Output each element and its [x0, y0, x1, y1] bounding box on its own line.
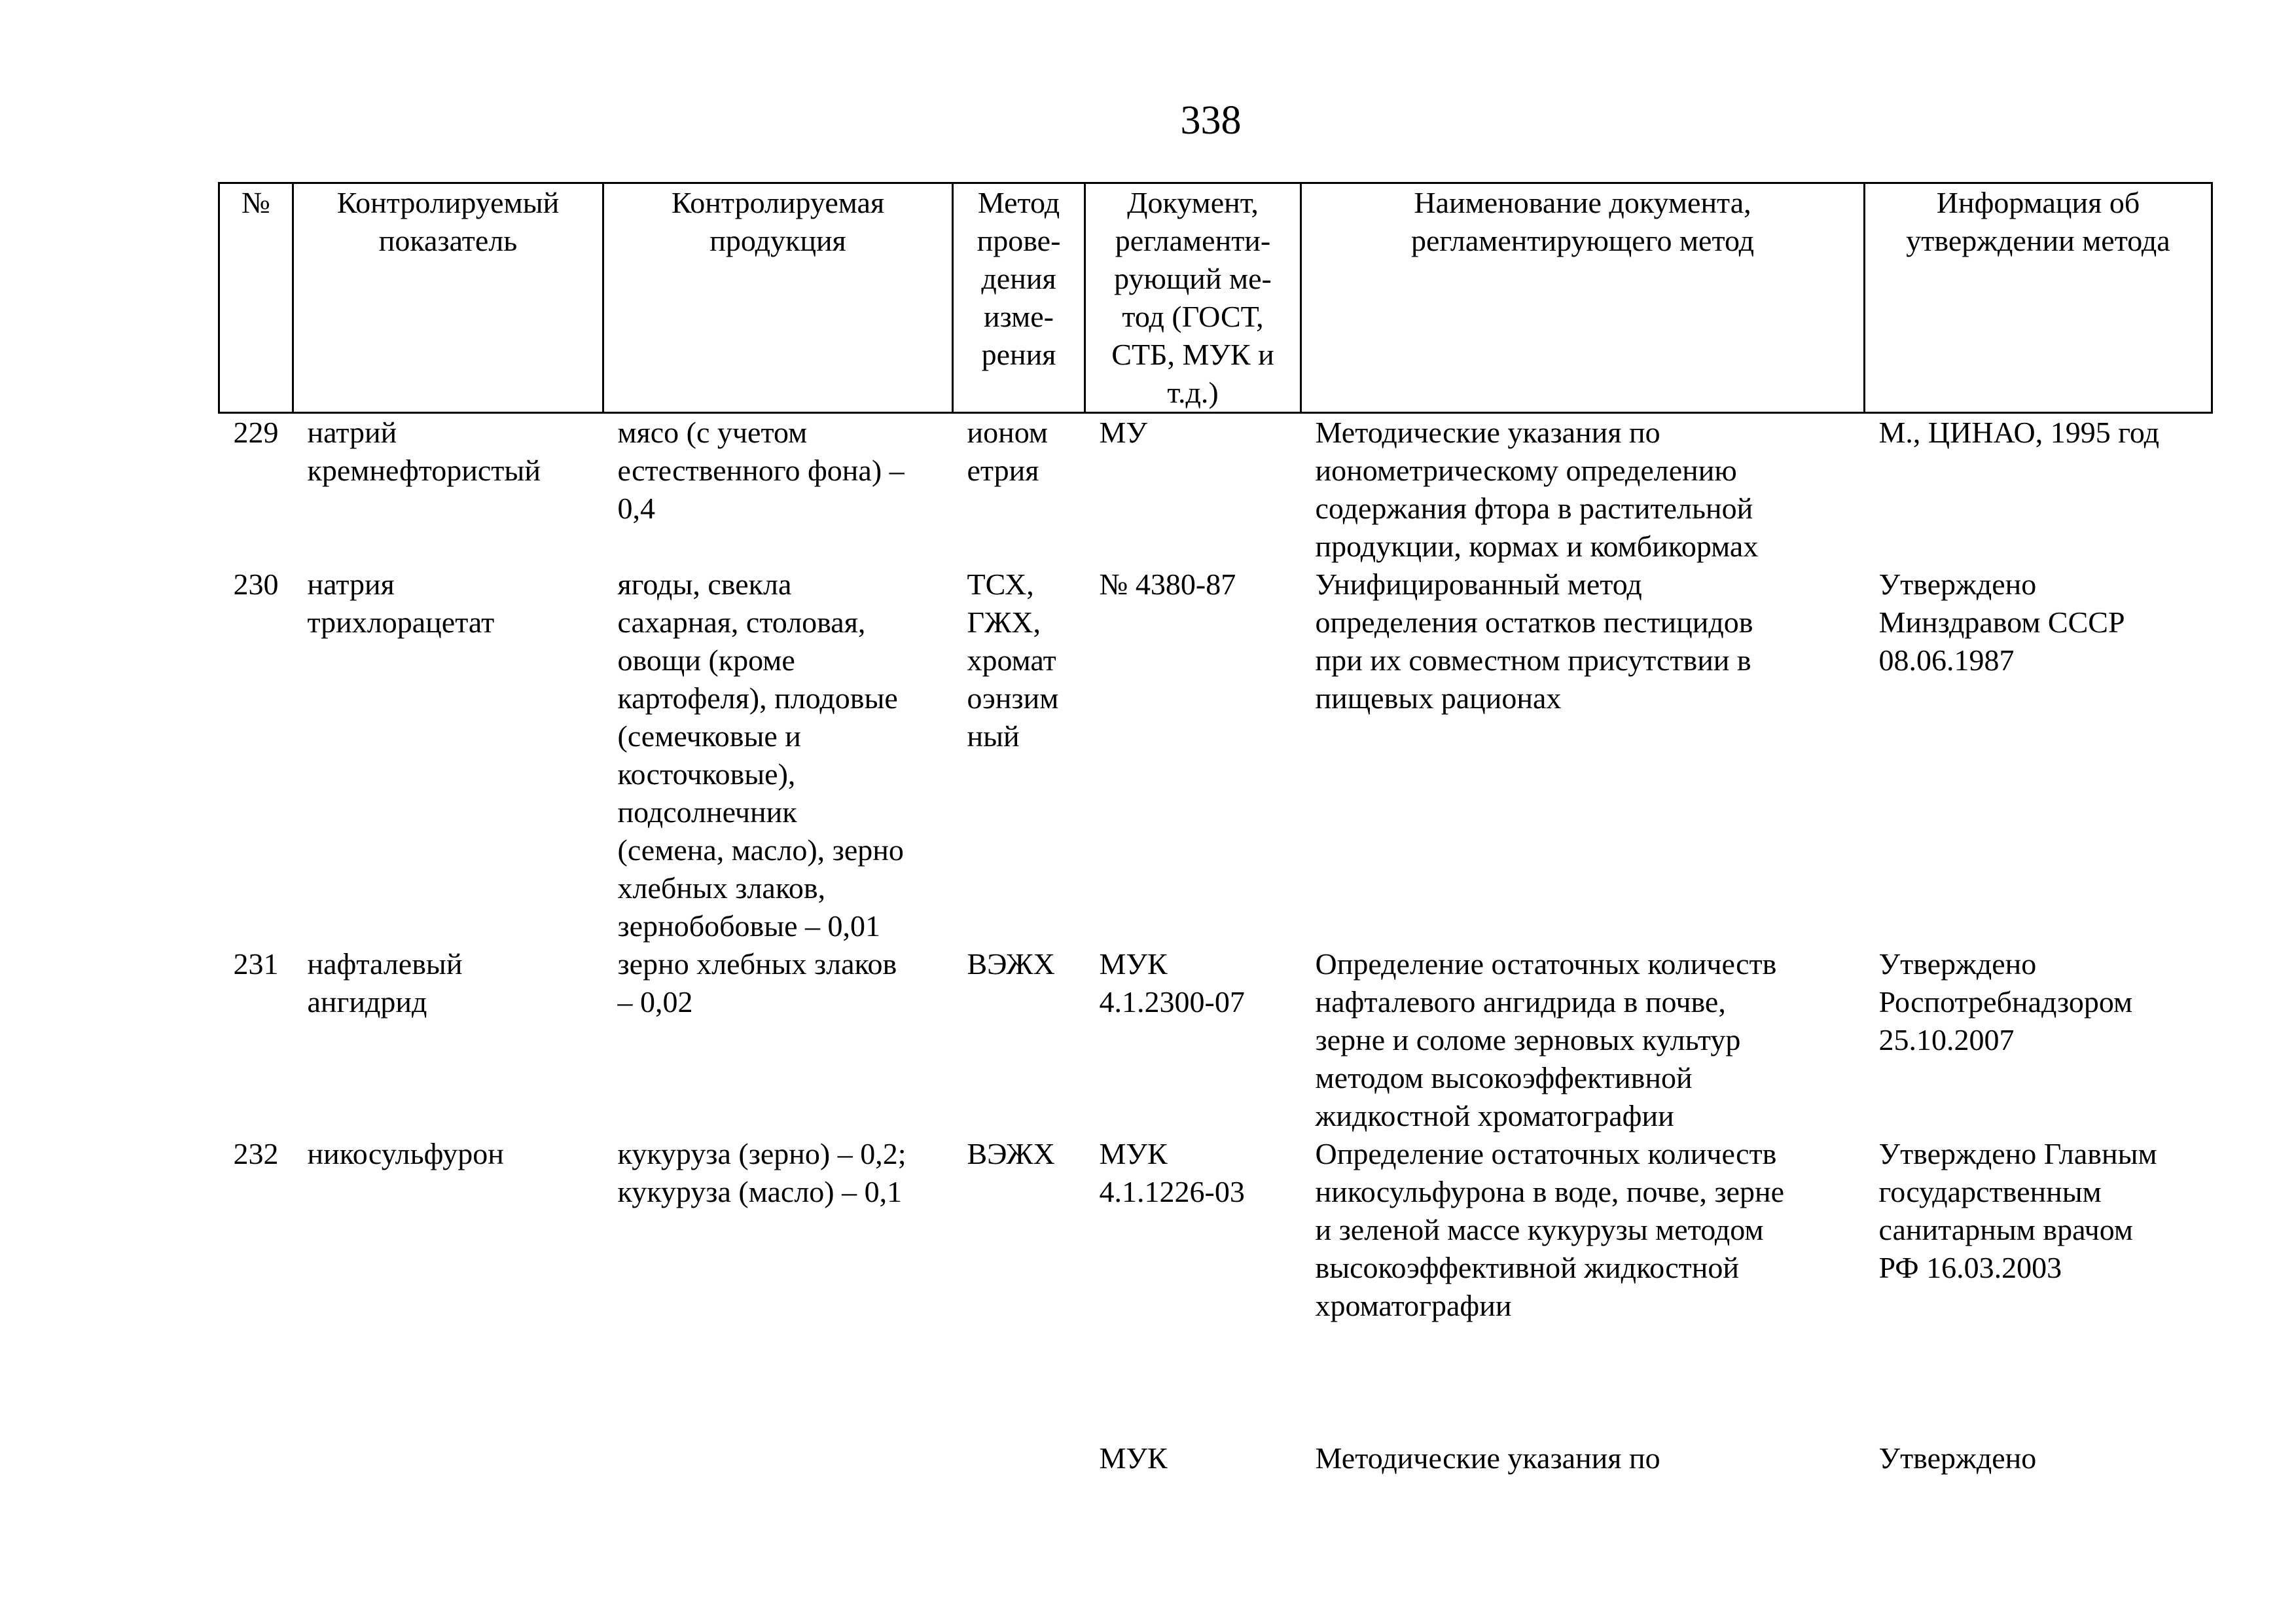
text-line: зерне и соломе зерновых культур — [1315, 1023, 1741, 1056]
row-method — [953, 1439, 1085, 1477]
table-row — [219, 945, 2212, 1135]
text-line: рения — [981, 338, 1056, 371]
text-line: санитарным врачом — [1878, 1213, 2134, 1246]
text-line: кремнефтористый — [307, 454, 541, 487]
text-line: кукуруза (зерно) – 0,2; — [617, 1137, 906, 1170]
row-document — [1085, 945, 1301, 1135]
text-line: ГЖХ, — [967, 605, 1041, 639]
text-line: Унифицированный метод — [1315, 568, 1642, 601]
header-document — [1085, 183, 1301, 413]
text-line: нафталевого ангидрида в почве, — [1315, 985, 1726, 1019]
row-indicator — [293, 1439, 603, 1477]
row-number: 232 — [233, 1137, 279, 1170]
text-line: Документ, — [1127, 186, 1259, 219]
text-line: 08.06.1987 — [1878, 643, 2015, 677]
text-line: МУК — [1099, 1137, 1168, 1170]
table-row — [219, 413, 2212, 566]
text-line: прове- — [977, 224, 1061, 257]
text-line: кукуруза (масло) – 0,1 — [617, 1175, 903, 1208]
text-line: Методические указания по — [1315, 416, 1660, 449]
text-line: продукции, кормах и комбикормах — [1315, 530, 1759, 563]
row-approval — [1865, 413, 2212, 566]
row-method — [953, 945, 1085, 1135]
text-line: регламентирующего метод — [1410, 224, 1755, 257]
header-product — [603, 183, 953, 413]
text-line: трихлорацетат — [307, 605, 495, 639]
text-line: зернобобовые – 0,01 — [617, 909, 881, 943]
table-row — [219, 566, 2212, 945]
text-line: оэнзим — [967, 681, 1059, 715]
text-line: и зеленой массе кукурузы методом — [1315, 1213, 1764, 1246]
text-line: натрий — [307, 416, 397, 449]
text-line: 25.10.2007 — [1878, 1023, 2015, 1056]
text-line: РФ 16.03.2003 — [1878, 1251, 2062, 1284]
text-line: ный — [967, 719, 1020, 753]
row-indicator — [293, 566, 603, 945]
text-line: Методические указания по — [1315, 1441, 1660, 1475]
text-line: пищевых рационах — [1315, 681, 1562, 715]
row-document — [1085, 1135, 1301, 1439]
row-document — [1085, 413, 1301, 566]
text-line: ионом — [967, 416, 1048, 449]
text-line: Информация об — [1936, 186, 2140, 219]
text-line: М., ЦИНАО, 1995 год — [1878, 416, 2160, 449]
row-document — [1085, 1439, 1301, 1477]
row-approval — [1865, 945, 2212, 1135]
text-line: жидкостной хроматографии — [1315, 1099, 1674, 1132]
text-line: Определение остаточных количеств — [1315, 1137, 1777, 1170]
text-line: 4.1.2300-07 — [1099, 985, 1245, 1019]
row-number — [219, 1439, 293, 1477]
text-line: (семена, масло), зерно — [617, 833, 904, 867]
row-number: 230 — [233, 568, 279, 601]
row-document-name — [1301, 566, 1865, 945]
text-line: СТБ, МУК и — [1111, 338, 1274, 371]
row-method — [953, 1135, 1085, 1439]
text-line: дения — [981, 262, 1056, 295]
text-line: сахарная, столовая, — [617, 605, 866, 639]
text-line: т.д.) — [1167, 376, 1219, 409]
text-line: Минздравом СССР — [1878, 605, 2125, 639]
row-product — [603, 945, 953, 1135]
text-line: Утверждено — [1878, 1441, 2037, 1475]
text-line: Контролируемая — [671, 186, 885, 219]
text-line: хромат — [967, 643, 1056, 677]
table-header-row — [219, 183, 2212, 413]
text-line: хлебных злаков, — [617, 871, 826, 905]
text-line: МУК — [1099, 947, 1168, 981]
text-line: овощи (кроме — [617, 643, 795, 677]
text-line: Метод — [977, 186, 1060, 219]
text-line: показатель — [378, 224, 518, 257]
text-line: № 4380-87 — [1099, 568, 1236, 601]
text-line: ионометрическому определению — [1315, 454, 1737, 487]
table-row — [219, 1439, 2212, 1477]
text-line: государственным — [1878, 1175, 2102, 1208]
text-line: продукция — [709, 224, 846, 257]
row-indicator — [293, 1135, 603, 1439]
text-line: етрия — [967, 454, 1039, 487]
text-line: Роспотребнадзором — [1878, 985, 2133, 1019]
text-line: регламенти- — [1115, 224, 1271, 257]
text-line: Утверждено — [1878, 568, 2037, 601]
text-line: ВЭЖХ — [967, 947, 1055, 981]
header-number — [219, 183, 293, 413]
row-product — [603, 1439, 953, 1477]
text-line: (семечковые и — [617, 719, 801, 753]
row-approval — [1865, 1439, 2212, 1477]
text-line: Наименование документа, — [1414, 186, 1751, 219]
text-line: ягоды, свекла — [617, 568, 792, 601]
text-line: подсолнечник — [617, 795, 797, 829]
header-approval — [1865, 183, 2212, 413]
text-line: МУК — [1099, 1441, 1168, 1475]
row-product — [603, 413, 953, 566]
row-document — [1085, 566, 1301, 945]
text-line: при их совместном присутствии в — [1315, 643, 1751, 677]
text-line: нафталевый — [307, 947, 463, 981]
text-line: содержания фтора в растительной — [1315, 492, 1753, 525]
row-document-name — [1301, 1135, 1865, 1439]
text-line: МУ — [1099, 416, 1147, 449]
text-line: тод (ГОСТ, — [1122, 300, 1264, 333]
text-line: натрия — [307, 568, 395, 601]
text-line: зерно хлебных злаков — [617, 947, 897, 981]
text-line: методом высокоэффективной — [1315, 1061, 1693, 1094]
row-document-name — [1301, 1439, 1865, 1477]
text-line: высокоэффективной жидкостной — [1315, 1251, 1739, 1284]
text-line: хроматографии — [1315, 1289, 1512, 1322]
text-line: изме- — [984, 300, 1054, 333]
text-line: никосульфурон — [307, 1137, 504, 1170]
text-line: – 0,02 — [617, 985, 693, 1019]
header-document-name — [1301, 183, 1865, 413]
row-product — [603, 566, 953, 945]
text-line: определения остатков пестицидов — [1315, 605, 1753, 639]
row-product — [603, 1135, 953, 1439]
row-document-name — [1301, 945, 1865, 1135]
text-line: ВЭЖХ — [967, 1137, 1055, 1170]
row-approval — [1865, 566, 2212, 945]
row-indicator — [293, 413, 603, 566]
header-method — [953, 183, 1085, 413]
text-line: 0,4 — [617, 492, 655, 525]
text-line: Определение остаточных количеств — [1315, 947, 1777, 981]
text-line: № — [242, 186, 270, 219]
page-number: 338 — [1180, 98, 1242, 143]
text-line: картофеля), плодовые — [617, 681, 898, 715]
row-document-name — [1301, 413, 1865, 566]
text-line: Утверждено Главным — [1878, 1137, 2157, 1170]
text-line: Утверждено — [1878, 947, 2037, 981]
header-indicator — [293, 183, 603, 413]
text-line: Контролируемый — [336, 186, 560, 219]
text-line: ангидрид — [307, 985, 427, 1019]
row-number: 231 — [233, 947, 279, 981]
text-line: 4.1.1226-03 — [1099, 1175, 1245, 1208]
text-line: утверждении метода — [1906, 224, 2170, 257]
text-line: ТСХ, — [967, 568, 1034, 601]
row-method — [953, 413, 1085, 566]
methods-table — [218, 182, 2213, 1477]
row-indicator — [293, 945, 603, 1135]
text-line: косточковые), — [617, 757, 796, 791]
text-line: рующий ме- — [1114, 262, 1272, 295]
row-approval — [1865, 1135, 2212, 1439]
row-number: 229 — [233, 416, 279, 449]
table-row — [219, 1135, 2212, 1439]
row-method — [953, 566, 1085, 945]
text-line: никосульфурона в воде, почве, зерне — [1315, 1175, 1784, 1208]
text-line: естественного фона) – — [617, 454, 905, 487]
text-line: мясо (с учетом — [617, 416, 808, 449]
